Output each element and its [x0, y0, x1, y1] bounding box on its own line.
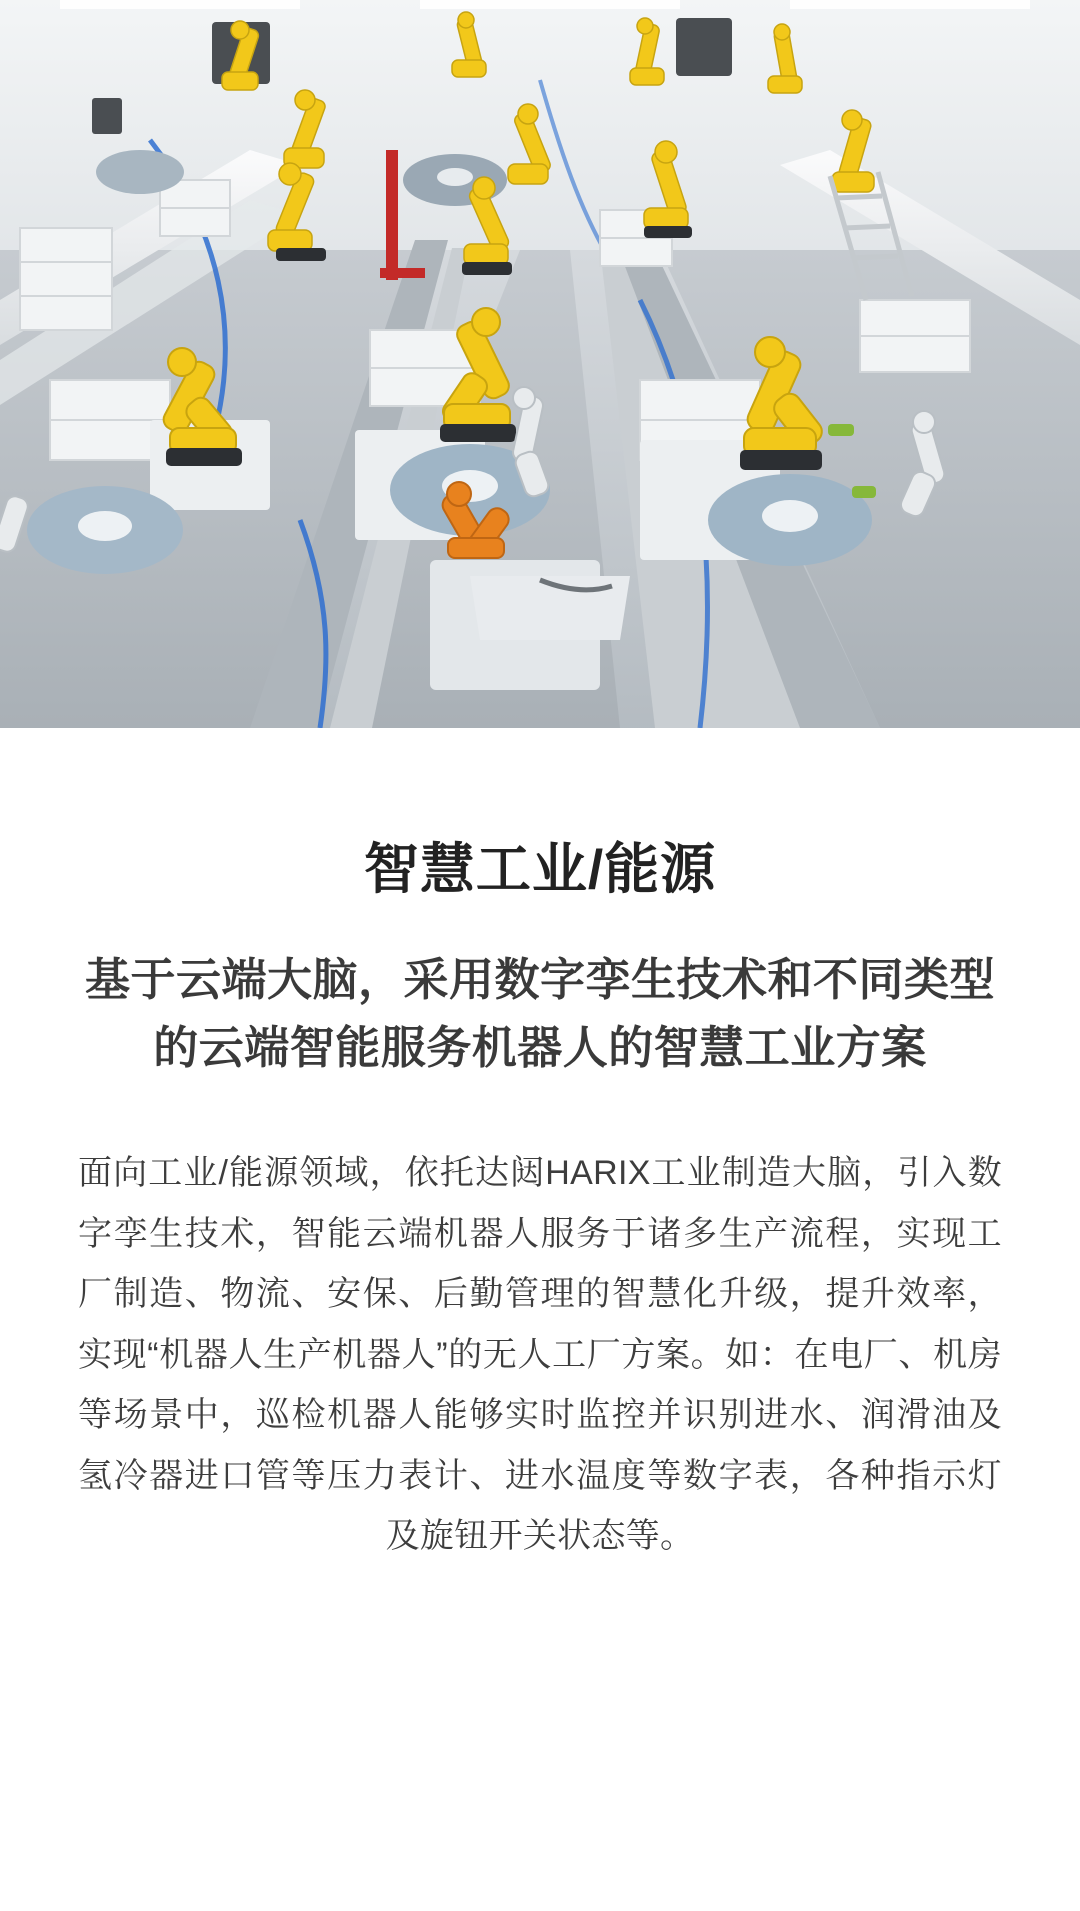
page-subtitle: 基于云端大脑，采用数字孪生技术和不同类型的云端智能服务机器人的智慧工业方案 — [84, 954, 995, 1073]
article-content — [0, 728, 1080, 1911]
page-title: 智慧工业/能源 — [363, 838, 717, 900]
factory-illustration — [0, 0, 1080, 728]
body-paragraph: 面向工业/能源领域，依托达闼HARIX工业制造大脑，引入数字孪生技术，智能云端机器人服务于诸多生产流程，实现工厂制造、物流、安保、后勤管理的智慧化升级，提升效率，实现“机器人生产机器人”的无人工厂方案。如：在电厂、机房等场景中，巡检机器人能够实时监控并识别进水、润滑油及氢冷器进口管等压力表计、进水温度等数字表，各种指示灯及旋钮开关状态等。 — [78, 1154, 1002, 1556]
hero-image — [0, 0, 1080, 728]
